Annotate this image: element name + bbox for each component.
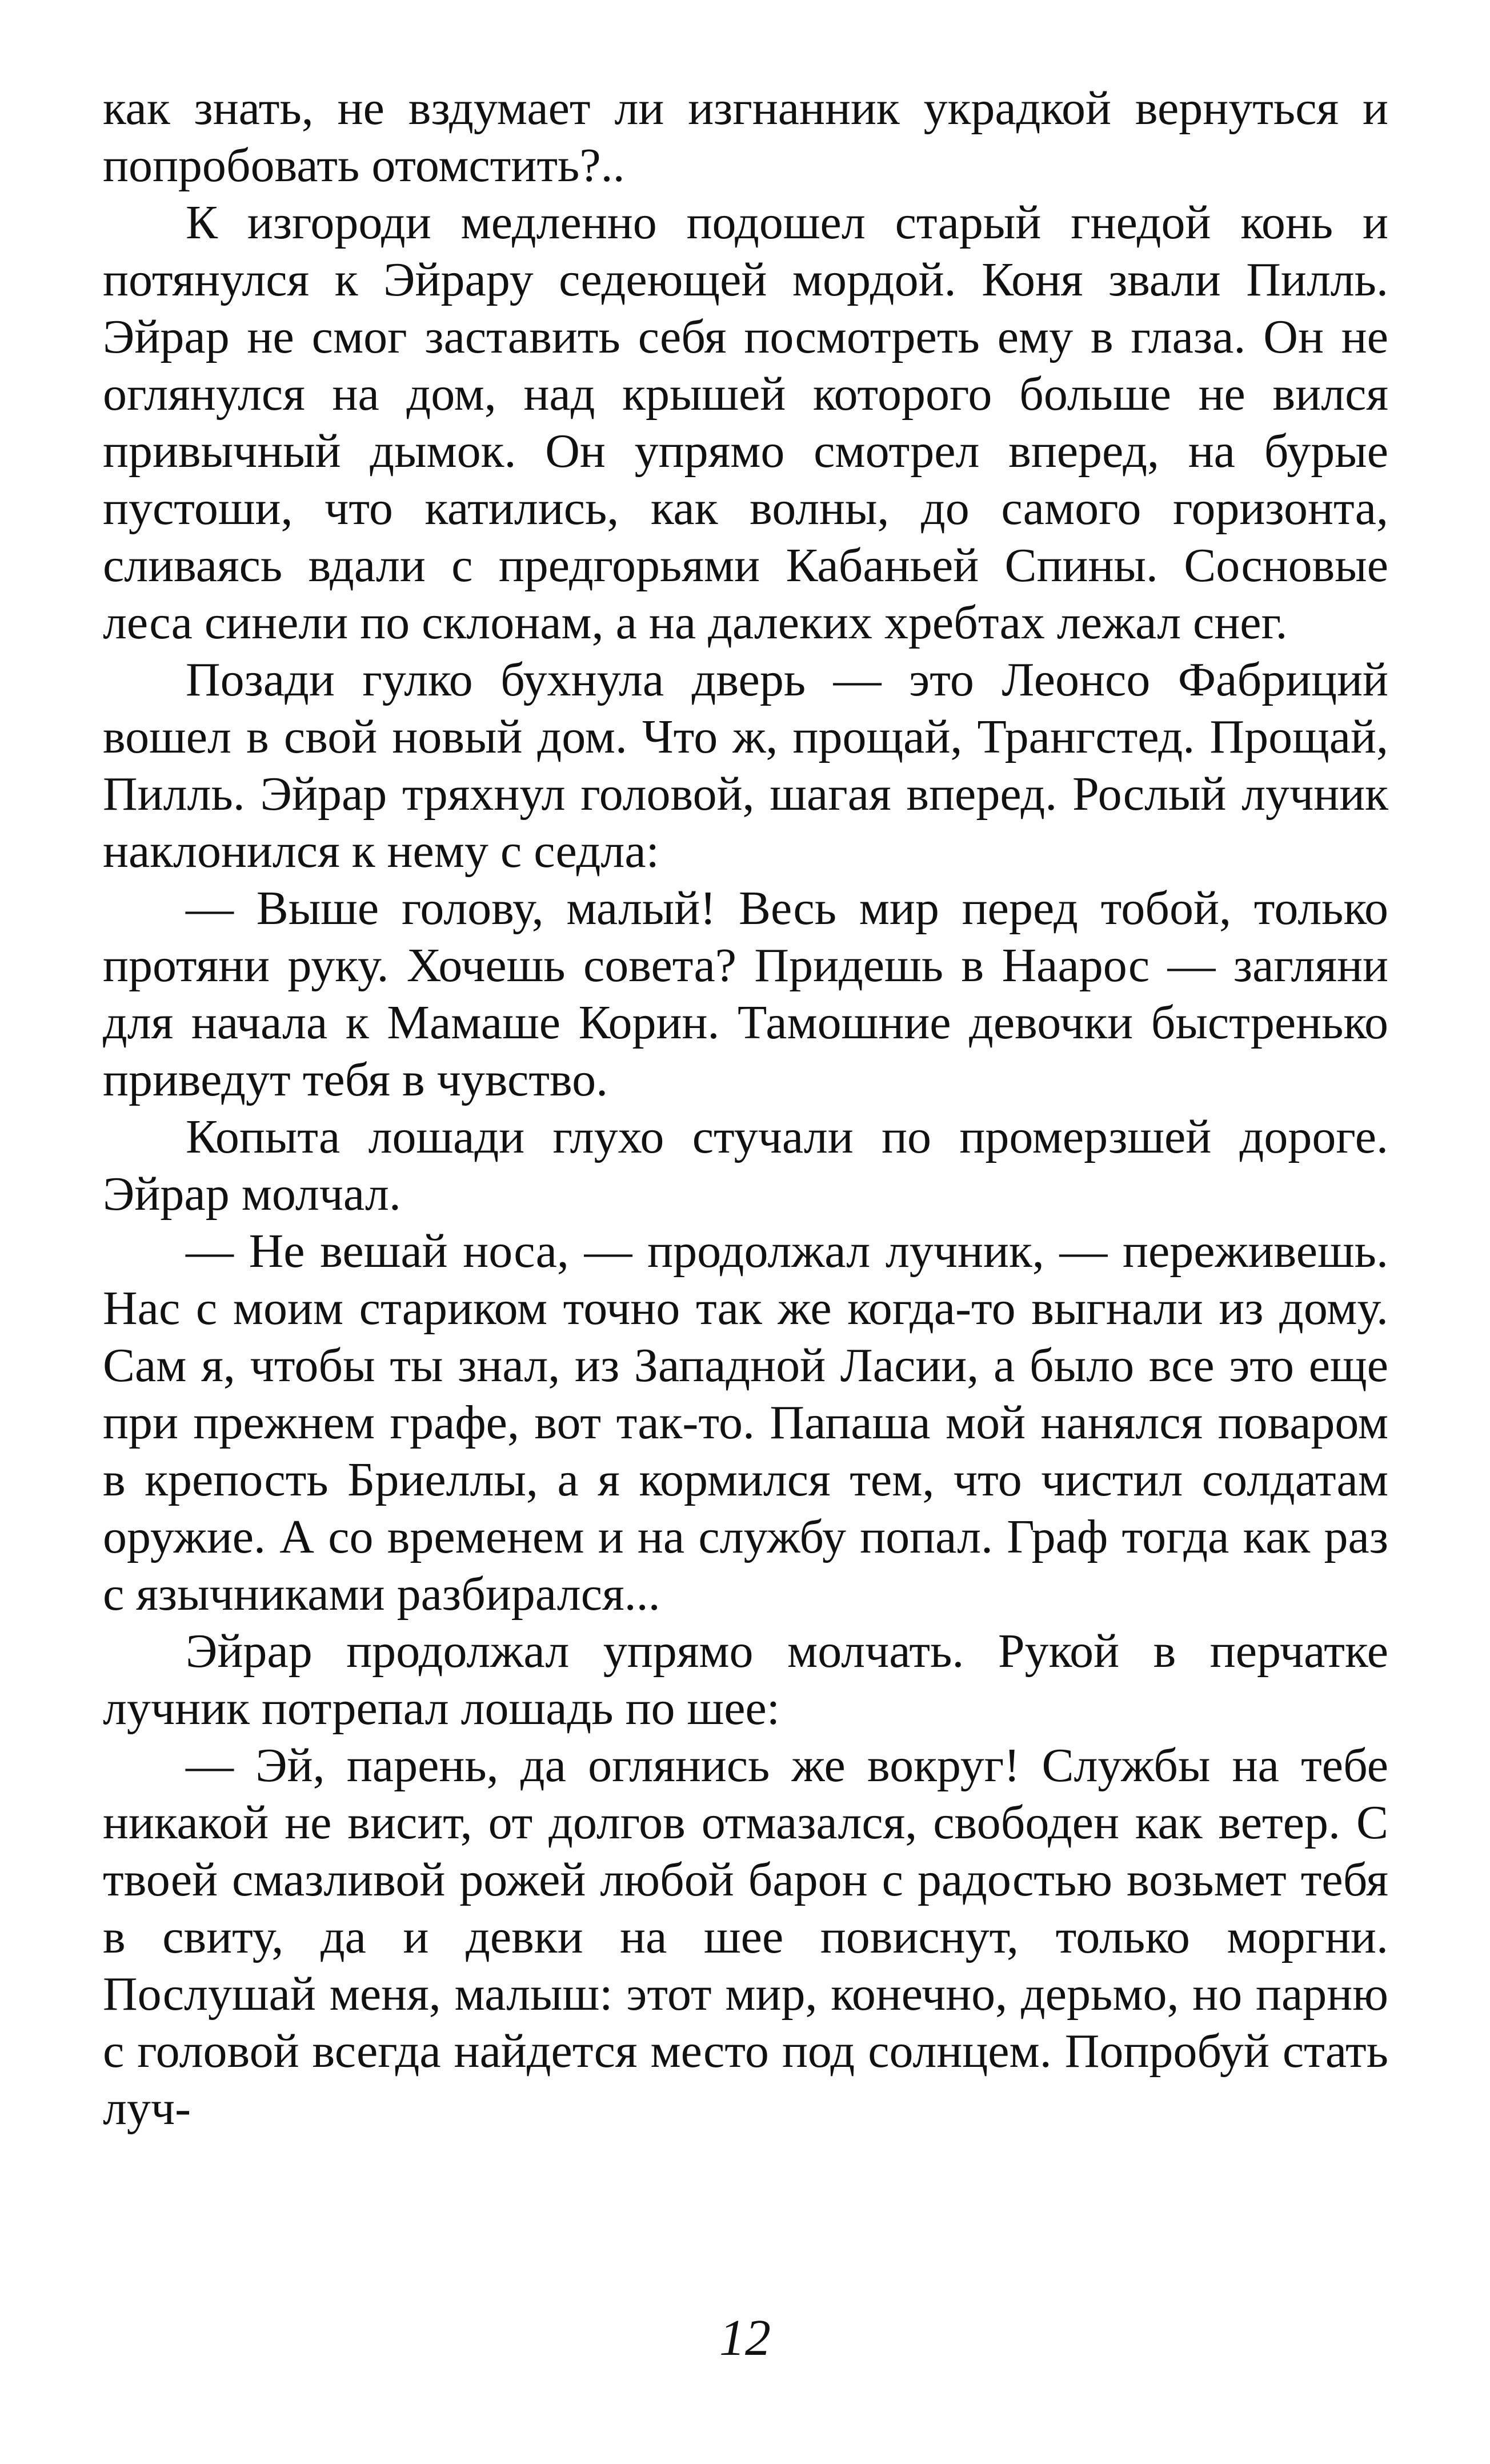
- paragraph-4: — Выше голову, малый! Весь мир перед тобой, только протяни руку. Хочешь совета? Придешь в Наарос — загляни для начала к Мамаше Корин. Тамошние девочки быстренько приведут тебя в чувство.: [103, 882, 1388, 1106]
- paragraph-7: Эйрар продолжал упрямо молчать. Рукой в перчатке лучник потрепал лошадь по шее:: [103, 1625, 1388, 1735]
- page-number: 12: [719, 2310, 771, 2366]
- paragraph-6: — Не вешай носа, — продолжал лучник, — переживешь. Нас с моим стариком точно так же когда-то выгнали из дому. Сам я, чтобы ты знал, из Западной Ласии, а было все это еще при прежнем графе, вот так-то. Папаша мой нанялся поваром в крепость Бриеллы, а я кормился тем, что чистил солдатам оружие. А со временем и на службу попал. Граф тогда как раз с язычниками разбирался...: [103, 1225, 1388, 1621]
- paragraph-2: К изгороди медленно подошел старый гнедой конь и потянулся к Эйрару седеющей мордой. Коня звали Пилль. Эйрар не смог заставить себя посмотреть ему в глаза. Он не оглянулся на дом, над крышей которого больше не вился привычный дымок. Он упрямо смотрел вперед, на бурые пустоши, что катились, как волны, до самого горизонта, сливаясь вдали с предгорьями Кабаньей Спины. Сосновые леса синели по склонам, а на далеких хребтах лежал снег.: [103, 196, 1388, 649]
- book-page-text: [103, 80, 1388, 2137]
- paragraph-5: Копыта лошади глухо стучали по промерзшей дороге. Эйрар молчал.: [103, 1110, 1388, 1221]
- paragraph-3: Позади гулко бухнула дверь — это Леонсо Фабриций вошел в свой новый дом. Что ж, прощай, Трангстед. Прощай, Пилль. Эйрар тряхнул головой, шагая вперед. Рослый лучник наклонился к нему с седла:: [103, 653, 1388, 878]
- paragraph-1: как знать, не вздумает ли изгнанник украдкой вернуться и попробовать отомстить?..: [103, 82, 1388, 192]
- paragraph-8: — Эй, парень, да оглянись же вокруг! Службы на тебе никакой не висит, от долгов отмазался, свободен как ветер. С твоей смазливой рожей любой барон с радостью возьмет тебя в свиту, да и девки на шее повиснут, только моргни. Послушай меня, малыш: этот мир, конечно, дерьмо, но парню с головой всегда найдется место под солнцем. Попробуй стать луч-: [103, 1739, 1388, 2135]
